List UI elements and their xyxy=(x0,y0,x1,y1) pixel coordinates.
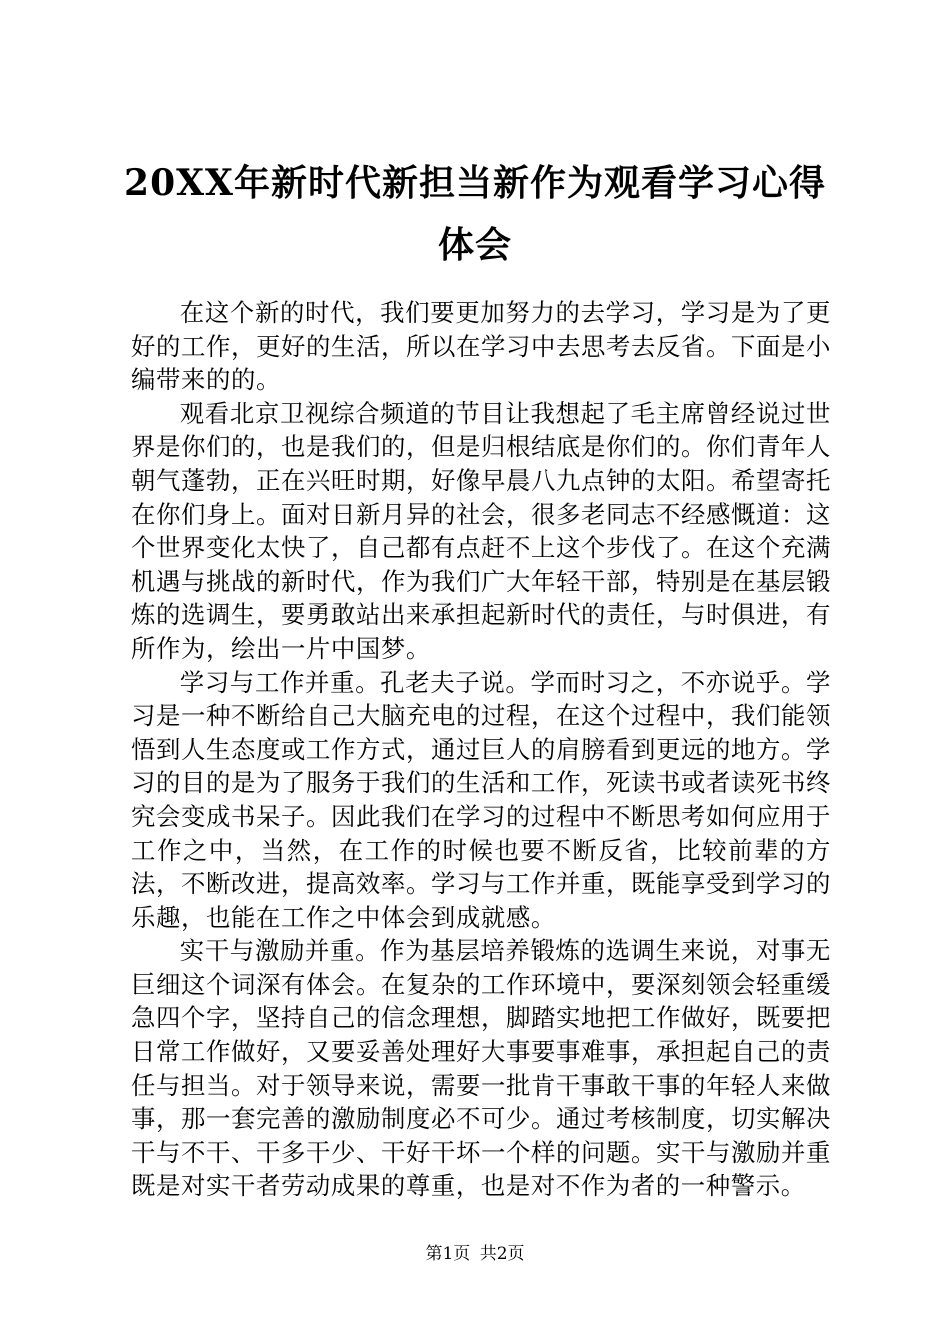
page-number-current: 第1页 xyxy=(425,1244,471,1264)
document-title: 20XX年新时代新担当新作为观看学习心得体会 xyxy=(124,162,826,266)
page-footer xyxy=(0,1242,950,1266)
paragraph-study-and-work: 学习与工作并重。孔老夫子说。学而时习之，不亦说乎。学习是一种不断给自己大脑充电的过程，在这个过程中，我们能领悟到人生态度或工作方式，通过巨人的肩膀看到更远的地方。学习的目的是为了服务于我们的生活和工作，死读书或者读死书终究会变成书呆子。因此我们在学习的过程中不断思考如何应用于工作之中，当然，在工作的时候也要不断反省，比较前辈的方法，不断改进，提高效率。学习与工作并重，既能享受到学习的乐趣，也能在工作之中体会到成就感。 xyxy=(131,667,831,932)
page-number-total: 共2页 xyxy=(479,1244,525,1264)
paragraph-beijing-tv: 观看北京卫视综合频道的节目让我想起了毛主席曾经说过世界是你们的，也是我们的，但是归根结底是你们的。你们青年人朝气蓬勃，正在兴旺时期，好像早晨八九点钟的太阳。希望寄托在你们身上。面对日新月异的社会，很多老同志不经感慨道：这个世界变化太快了，自己都有点赶不上这个步伐了。在这个充满机遇与挑战的新时代，作为我们广大年轻干部，特别是在基层锻炼的选调生，要勇敢站出来承担起新时代的责任，与时俱进，有所作为，绘出一片中国梦。 xyxy=(131,398,831,663)
paragraph-intro: 在这个新的时代，我们要更加努力的去学习，学习是为了更好的工作，更好的生活，所以在学习中去思考去反省。下面是小编带来的的。 xyxy=(131,298,831,395)
document-body xyxy=(131,296,831,1203)
paragraph-practice-and-incentive: 实干与激励并重。作为基层培养锻炼的选调生来说，对事无巨细这个词深有体会。在复杂的工作环境中，要深刻领会轻重缓急四个字，坚持自己的信念理想，脚踏实地把工作做好，既要把日常工作做好，又要妥善处理好大事要事难事，承担起自己的责任与担当。对于领导来说，需要一批肯干事敢干事的年轻人来做事，那一套完善的激励制度必不可少。通过考核制度，切实解决干与不干、干多干少、干好干坏一个样的问题。实干与激励并重既是对实干者劳动成果的尊重，也是对不作为者的一种警示。 xyxy=(131,936,831,1201)
